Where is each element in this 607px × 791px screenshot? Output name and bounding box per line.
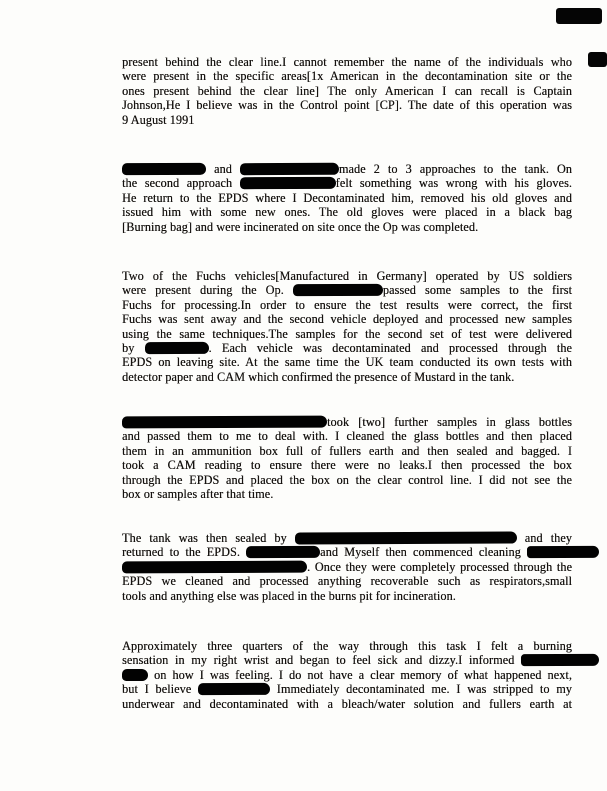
text-run: underwear and decontaminated with a bleach/water solution and fullers earth at xyxy=(122,696,572,711)
redaction-bar xyxy=(122,669,148,681)
text-run: the second approach xyxy=(122,176,240,191)
paragraph-1 xyxy=(122,55,572,127)
text-run: Fuchs for processing.In order to ensure the test results were correct, the first xyxy=(122,297,572,312)
redaction-bar xyxy=(198,683,270,695)
text-run: box or samples after that time. xyxy=(122,486,274,501)
text-run: and they xyxy=(516,531,572,545)
text-run: issued him with some new ones. The old gloves were placed in a black bag xyxy=(122,205,572,220)
text-run: returned to the EPDS. xyxy=(122,545,247,560)
text-run: present behind the clear line.I cannot remember the name of the individuals who xyxy=(122,55,572,69)
redaction-bar xyxy=(240,177,336,189)
text-line xyxy=(122,370,572,384)
text-run: through the EPDS and placed the box on the clear control line. I did not see the xyxy=(122,472,572,487)
redaction-bar xyxy=(145,342,209,354)
text-line xyxy=(122,487,572,501)
text-run: were present in the specific areas[1x American in the decontamination site or the xyxy=(122,69,572,84)
text-line xyxy=(122,191,572,205)
text-line xyxy=(122,355,572,369)
text-line xyxy=(122,283,572,297)
text-line xyxy=(122,341,572,355)
text-run: made 2 to 3 approaches to the tank. On xyxy=(338,162,572,176)
text-line xyxy=(122,98,572,112)
text-run: on how I was feeling. I do not have a clear memory of what happened next, xyxy=(148,667,572,682)
text-run: Johnson,He I believe was in the Control point [CP]. The date of this operation was xyxy=(122,98,572,113)
text-run: and Myself then commenced cleaning xyxy=(320,545,527,560)
text-line xyxy=(122,113,572,127)
text-run: tools and anything else was placed in the burns pit for incineration. xyxy=(122,588,456,603)
text-line xyxy=(122,682,572,696)
redaction-bar xyxy=(521,654,599,666)
text-run: [Burning bag] and were incinerated on site once the Op was completed. xyxy=(122,219,479,234)
redaction-bar xyxy=(527,546,599,558)
text-run: He return to the EPDS where I Decontaminated him, removed his old gloves and xyxy=(122,190,572,205)
text-line xyxy=(122,574,572,588)
text-line xyxy=(122,531,572,545)
text-run: felt something was wrong with his gloves. xyxy=(335,176,572,191)
text-run: sensation in my right wrist and began to feel sick and dizzy.I informed xyxy=(122,653,521,668)
text-run: and xyxy=(206,162,240,176)
text-run: EPDS on leaving site. At the same time the UK team conducted its own tests with xyxy=(122,355,572,370)
text-line xyxy=(122,298,572,312)
text-run: using the same techniques.The samples for the second set of test were delivered xyxy=(122,326,572,341)
redaction-stamp-top-right xyxy=(556,8,602,24)
text-run: were present during the Op. xyxy=(122,283,293,298)
text-run: Fuchs was sent away and the second vehicle deployed and processed new samples xyxy=(122,312,572,327)
text-line xyxy=(122,429,572,443)
text-line xyxy=(122,545,572,559)
paragraph-2 xyxy=(122,162,572,234)
text-line xyxy=(122,220,572,234)
text-run: by xyxy=(122,340,145,355)
text-run: passed some samples to the first xyxy=(382,283,573,298)
text-line xyxy=(122,84,572,98)
redaction-stamp-right-edge xyxy=(588,52,607,67)
text-run: Two of the Fuchs vehicles[Manufactured in Germany] operated by US soldiers xyxy=(122,269,572,283)
redaction-bar xyxy=(122,416,327,429)
text-line xyxy=(122,589,572,603)
text-line xyxy=(122,69,572,83)
text-line xyxy=(122,560,572,574)
text-line xyxy=(122,327,572,341)
paragraph-3 xyxy=(122,269,572,384)
redaction-bar xyxy=(293,284,383,296)
text-line xyxy=(122,458,572,472)
paragraph-6 xyxy=(122,639,572,711)
text-line xyxy=(122,697,572,711)
text-run: The tank was then sealed by xyxy=(122,531,295,545)
text-run: them in an ammunition box full of fullers earth and then sealed and bagged. I xyxy=(122,443,572,458)
text-line xyxy=(122,55,572,69)
text-line xyxy=(122,176,572,190)
text-run: detector paper and CAM which confirmed the presence of Mustard in the tank. xyxy=(122,369,515,384)
text-run: and passed them to me to deal with. I cleaned the glass bottles and then placed xyxy=(122,429,572,444)
paragraph-4 xyxy=(122,415,572,501)
text-line xyxy=(122,653,572,667)
redaction-bar xyxy=(122,560,307,573)
text-line xyxy=(122,312,572,326)
redaction-bar xyxy=(246,546,320,558)
redaction-bar xyxy=(240,163,339,175)
text-line xyxy=(122,162,572,176)
redaction-bar xyxy=(295,532,517,545)
text-run: took a CAM reading to ensure there were no leaks.I then processed the box xyxy=(122,458,572,473)
text-run: . Once they were completely processed through the xyxy=(307,559,572,574)
text-line xyxy=(122,269,572,283)
text-run: Approximately three quarters of the way through this task I felt a burning xyxy=(122,639,572,653)
text-line xyxy=(122,205,572,219)
text-run: . Each vehicle was decontaminated and processed through the xyxy=(208,340,572,355)
text-line xyxy=(122,444,572,458)
text-run: took [two] further samples in glass bottles xyxy=(327,415,572,429)
text-run: ones present behind the clear line] The only American I can recall is Captain xyxy=(122,83,572,98)
text-line xyxy=(122,668,572,682)
text-run: Immediately decontaminated me. I was stripped to my xyxy=(270,682,572,697)
text-line xyxy=(122,473,572,487)
paragraph-5 xyxy=(122,531,572,603)
text-line xyxy=(122,639,572,653)
redaction-bar xyxy=(122,163,206,175)
text-run: 9 August 1991 xyxy=(122,112,195,127)
text-run: but I believe xyxy=(122,682,199,697)
text-line xyxy=(122,415,572,429)
text-run: EPDS we cleaned and processed anything recoverable such as respirators,small xyxy=(122,574,572,589)
